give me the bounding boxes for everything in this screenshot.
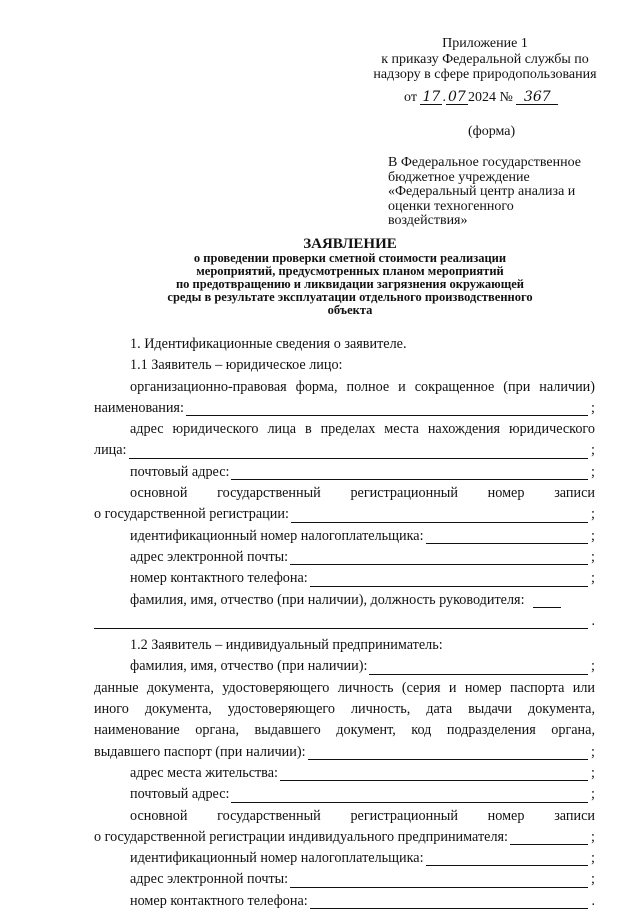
postal-address-field: [94, 462, 595, 483]
form-body: [94, 334, 595, 912]
ip-inn-input-line[interactable]: [426, 850, 588, 866]
title-sub-line: по предотвращению и ликвидации загрязнения окружающей: [175, 277, 525, 291]
order-number: 367: [516, 90, 558, 105]
field-label: адрес электронной почты:: [130, 871, 289, 888]
recipient-block: [388, 156, 610, 229]
field-label: номер контактного телефона:: [130, 892, 308, 909]
residence-input-line[interactable]: [280, 765, 588, 781]
ip-ogrn-label: основной государственный регистрационный номер записи: [130, 807, 595, 824]
ogrn-input-line[interactable]: [291, 507, 588, 523]
ip-postal-input-line[interactable]: [231, 787, 588, 803]
recipient-line: оценки техногенного: [388, 198, 514, 214]
period: .: [591, 612, 595, 629]
ip-ogrn-field: [94, 827, 595, 848]
field-label: фамилия, имя, отчество (при наличии):: [130, 658, 368, 675]
recipient-line: «Федеральный центр анализа и: [388, 184, 576, 199]
passport-field: [94, 742, 595, 763]
ogrn-label: основной государственный регистрационный номер записи: [130, 485, 595, 502]
postal-address-input-line[interactable]: [231, 464, 588, 480]
semicolon: ;: [591, 658, 595, 675]
field-label: адрес электронной почты:: [130, 548, 289, 565]
document-title: [120, 236, 580, 317]
order-prefix: от: [404, 90, 417, 105]
org-name-input-line[interactable]: [186, 400, 588, 416]
ip-name-field: [94, 656, 595, 677]
legal-address-label: адрес юридического лица в пределах места нахождения юридического: [130, 421, 595, 438]
org-form-label: организационно-правовая форма, полное и сокращенное (при наличии): [130, 378, 595, 395]
appendix-line: надзору в сфере природопользования: [373, 67, 597, 82]
ip-ogrn-input-line[interactable]: [510, 829, 588, 845]
head-name-continuation: [94, 611, 595, 632]
inn-field: [94, 526, 595, 547]
phone-input-line[interactable]: [310, 571, 588, 587]
field-label: о государственной регистрации индивидуального предпринимателя:: [94, 828, 508, 845]
order-number-sign: №: [499, 90, 513, 105]
passport-label: наименование органа, выдавшего документ, код подразделения органа,: [94, 722, 595, 739]
semicolon: ;: [591, 570, 595, 587]
recipient-line: бюджетное учреждение: [388, 169, 530, 185]
title-sub-line: о проведении проверки сметной стоимости реализации: [193, 251, 507, 265]
head-name-input-start[interactable]: [533, 592, 561, 608]
email-field: [94, 547, 595, 568]
semicolon: ;: [591, 850, 595, 867]
field-label: номер контактного телефона:: [130, 570, 308, 587]
field-label: адрес места жительства:: [130, 764, 278, 781]
head-name-field: [94, 590, 595, 611]
appendix-line: Приложение 1: [442, 36, 528, 51]
ip-email-input-line[interactable]: [290, 872, 588, 888]
residence-field: [94, 763, 595, 784]
legal-address-input-line[interactable]: [129, 443, 589, 459]
appendix-line: к приказу Федеральной службы по: [381, 51, 589, 67]
field-label: выдавшего паспорт (при наличии):: [94, 743, 306, 760]
ip-postal-field: [94, 784, 595, 805]
appendix-block: [360, 36, 610, 83]
semicolon: ;: [591, 527, 595, 544]
order-year: 2024: [467, 90, 496, 105]
ip-inn-field: [94, 848, 595, 869]
semicolon: ;: [591, 463, 595, 480]
semicolon: ;: [591, 548, 595, 565]
title-sub-line: объекта: [327, 303, 373, 317]
field-label: идентификационный номер налогоплательщика:: [130, 850, 424, 867]
ogrn-field: [94, 504, 595, 525]
semicolon: ;: [591, 828, 595, 845]
semicolon: ;: [591, 786, 595, 803]
title-sub-line: мероприятий, предусмотренных планом мероприятий: [196, 264, 504, 278]
order-date-number: от 17 . 07 2024 № 367: [404, 90, 558, 106]
semicolon: ;: [591, 743, 595, 760]
title-sub-line: среды в результате эксплуатации отдельного производственного: [167, 290, 533, 304]
org-name-field: [94, 398, 595, 419]
field-label: идентификационный номер налогоплательщика:: [130, 527, 424, 544]
semicolon: ;: [591, 764, 595, 781]
ip-email-field: [94, 869, 595, 890]
order-month: 07: [446, 90, 468, 105]
semicolon: ;: [591, 442, 595, 459]
legal-address-field: [94, 440, 595, 461]
head-name-input-line[interactable]: [94, 613, 588, 629]
semicolon: ;: [591, 871, 595, 888]
recipient-line: В Федеральное государственное: [388, 155, 582, 170]
order-day: 17: [420, 90, 442, 105]
field-label: почтовый адрес:: [130, 463, 230, 480]
field-label: почтовый адрес:: [130, 786, 230, 803]
subsection-entrepreneur: 1.2 Заявитель – индивидуальный предприниматель:: [130, 637, 443, 654]
field-label: лица:: [94, 442, 127, 459]
phone-field: [94, 568, 595, 589]
passport-input-line[interactable]: [308, 744, 589, 760]
semicolon: ;: [591, 399, 595, 416]
ip-phone-field: [94, 891, 595, 912]
section-heading: 1. Идентификационные сведения о заявителе.: [130, 336, 407, 352]
recipient-line: воздействия»: [388, 213, 468, 228]
period: .: [591, 892, 595, 909]
email-input-line[interactable]: [290, 549, 588, 565]
field-label: фамилия, имя, отчество (при наличии), должность руководителя:: [130, 591, 525, 608]
ip-name-input-line[interactable]: [369, 659, 588, 675]
title-main: ЗАЯВЛЕНИЕ: [303, 236, 397, 252]
passport-label: иного документа, удостоверяющего личность, дата выдачи документа,: [94, 701, 595, 718]
semicolon: ;: [591, 506, 595, 523]
field-label: о государственной регистрации:: [94, 506, 289, 523]
form-label: (форма): [468, 124, 516, 139]
subsection-legal-entity: 1.1 Заявитель – юридическое лицо:: [130, 357, 343, 374]
ip-phone-input-line[interactable]: [310, 893, 589, 909]
inn-input-line[interactable]: [426, 528, 588, 544]
field-label: наименования:: [94, 399, 184, 416]
passport-label: данные документа, удостоверяющего личность (серия и номер паспорта или: [94, 679, 595, 696]
